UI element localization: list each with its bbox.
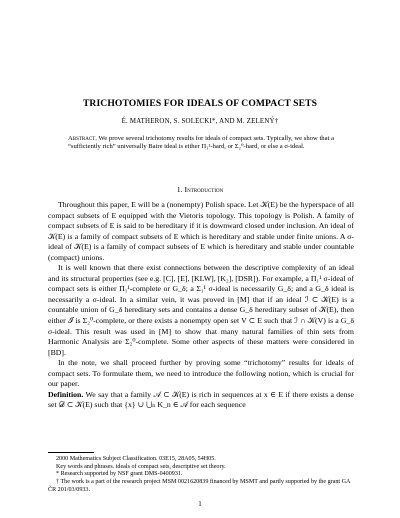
- paragraph-2: It is well known that there exist connections between the descriptive complexity of an ideal and its structural properties (see e.g. [C], [E], [KLW], [K₂], [DSR]). For example, a Π₁¹ σ-ideal of compact sets is either Π₁¹-complete or G_δ; a Σ₁¹ σ-ideal is necessarily G_δ; and a G_δ ideal is necessarily a σ-ideal. In a similar vein, it was proved in [M] that if an ideal ℐ ⊂ 𝒦(E) is a countable union of G_δ hereditary sets and contains a dense G_δ hereditary subset of 𝒦(E), then either ℐ is Σ₂⁰-complete, or there exists a nonempty open set V ⊂ E such that ℐ ∩ 𝒦(V) is a G_δ σ-ideal. This result was used in [M] to show that many natural families of thin sets from Harmonic Analysis are Σ₂⁰-complete. Some other aspects of these matters were considered in [BD].: [48, 263, 354, 357]
- footnote-msmt: † The work is a part of the research project MSM 0021620839 financed by MSMT and partly supported by the grant GA ČR 201/03/0933.: [48, 479, 351, 493]
- abstract-label: Abstract.: [68, 135, 97, 142]
- paragraph-3: In the note, we shall proceed further by proving some “trichotomy” results for ideals of compact sets. To formulate them, we need to introduce the following notion, which is crucial for our paper.: [48, 358, 354, 389]
- paragraph-1: Throughout this paper, E will be a (nonempty) Polish space. Let 𝒦(E) be the hyperspace of all compact subsets of E equipped with the Vietoris topology. This topology is Polish. A family of compact subsets of E is said to be hereditary if it is downward closed under inclusion. An ideal of 𝒦(E) is a family of compact subsets of E which is hereditary and stable under finite unions. A σ-ideal of 𝒦(E) is a family of compact subsets of E which is hereditary and stable under countable (compact) unions.: [48, 200, 354, 262]
- section-number: 1.: [176, 185, 183, 194]
- footnote-keywords: Key words and phrases. ideals of compact sets, descriptive set theory.: [56, 463, 226, 470]
- definition-label: Definition.: [48, 389, 84, 399]
- footnote-rule: [48, 452, 94, 453]
- paper-title: TRICHOTOMIES FOR IDEALS OF COMPACT SETS: [82, 98, 318, 109]
- definition: [48, 390, 354, 411]
- section-heading: [0, 185, 400, 194]
- footnote-msc: 2000 Mathematics Subject Classification. 03E15, 28A05, 54H05.: [56, 456, 216, 462]
- section-title: Introduction: [184, 185, 224, 194]
- footnotes: [48, 456, 354, 495]
- abstract: [68, 135, 334, 152]
- author-list: É. MATHERON, S. SOLECKI*, AND M. ZELENÝ†: [121, 118, 279, 125]
- body-text: [48, 200, 354, 411]
- abstract-text: We prove several trichotomy results for ideals of compact sets. Typically, we show that a “sufficiently rich” universally Baire ideal is either Π₁¹-hard, or Σ₂⁰-hard, or else a σ-ideal.: [68, 135, 334, 151]
- page-number: 1: [198, 500, 202, 508]
- footnote-nsf: * Research supported by NSF grant DMS-0400931.: [56, 471, 183, 478]
- definition-text: We say that a family 𝒜 ⊂ 𝒦(E) is rich in sequences at x ∈ E if there exists a dense set 𝒟 ⊂ 𝒦(E) such that {x} ∪ ⋃ₙ K_n ∈ 𝒜 for each sequence: [48, 389, 355, 410]
